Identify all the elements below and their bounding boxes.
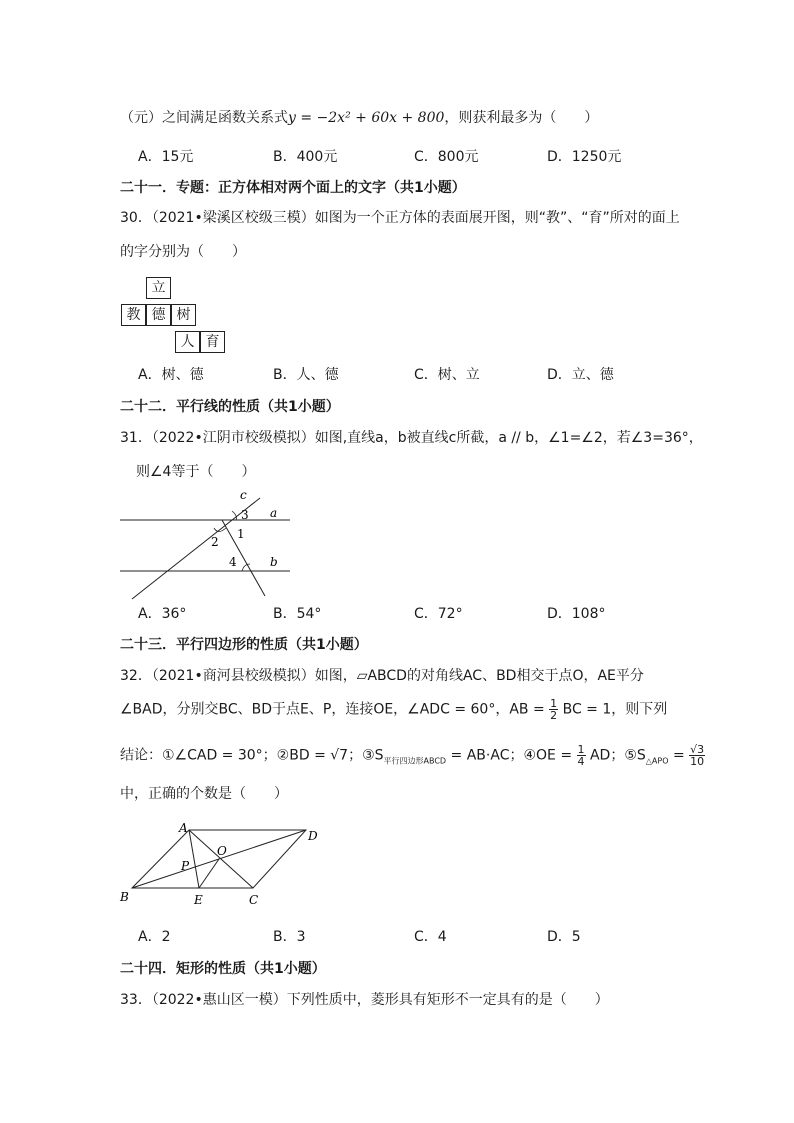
parallelogram-figure [116, 818, 326, 910]
label-2: 2 [211, 535, 219, 549]
net-face-jiao: 教 [121, 304, 146, 326]
q33-stem-line1: 33．（2022•惠山区一模）下列性质中，菱形具有矩形不一定具有的是（ ） [120, 992, 609, 1008]
label-b: b [270, 555, 278, 569]
fraction-quarter-num: 1 [577, 743, 585, 756]
q32-line3-d: = [672, 747, 685, 764]
label-a: a [270, 506, 278, 520]
net-face-de: 德 [146, 304, 171, 326]
section-22-heading: 二十二．平行线的性质（共1小题） [120, 399, 340, 415]
q32-line2-a: ∠BAD，分别交BC、BD于点E、P，连接OE，∠ADC = 60°，AB = [120, 701, 545, 718]
label-C: C [249, 893, 259, 907]
segment-OE [199, 859, 219, 888]
fraction-quarter-den: 4 [577, 755, 585, 768]
q32-line3-c: AD；⑤S [589, 747, 646, 764]
q32-line3-b: = AB·AC；④OE = [450, 747, 573, 764]
q32-stem-line3 [120, 744, 705, 771]
q30-option-a[interactable]: A．树、德 [138, 367, 204, 383]
fraction-sqrt3-den: 10 [690, 755, 705, 768]
q29-option-b[interactable]: B．400元 [273, 149, 338, 165]
q29-text-prefix: （元）之间满足函数关系式 [120, 110, 288, 126]
q32-stem-line4: 中，正确的个数是（ ） [120, 786, 288, 802]
q30-stem-line2: 的字分别为（ ） [120, 244, 246, 260]
label-4: 4 [229, 555, 237, 569]
label-B: B [120, 890, 129, 904]
fraction-sqrt3-num: √3 [690, 743, 705, 756]
fraction-half-den: 2 [550, 709, 558, 722]
q32-option-c[interactable]: C．4 [414, 929, 447, 945]
label-E: E [194, 893, 203, 907]
q31-option-a[interactable]: A．36° [138, 606, 187, 622]
q31-stem-line2: 则∠4等于（ ） [136, 464, 256, 480]
net-face-yu: 育 [200, 331, 225, 353]
label-3: 3 [241, 508, 249, 522]
q29-text-suffix: ，则获利最多为（ ） [444, 110, 599, 126]
label-O: O [217, 844, 227, 858]
q32-option-a[interactable]: A．2 [138, 929, 171, 945]
section-24-heading: 二十四．矩形的性质（共1小题） [120, 961, 326, 977]
q32-stem-line2 [120, 698, 667, 721]
q32-stem-line1: 32．（2021•商河县校级模拟）如图，▱ABCD的对角线AC、BD相交于点O，AE平分 [120, 668, 644, 684]
fraction-sqrt3-over-10 [689, 744, 705, 767]
q30-option-b[interactable]: B．人、德 [273, 367, 339, 383]
q29-option-a[interactable]: A．15元 [138, 149, 194, 165]
label-c: c [240, 488, 247, 502]
label-D: D [308, 829, 318, 843]
fraction-half-num: 1 [550, 697, 558, 710]
q31-option-d[interactable]: D．108° [547, 606, 606, 622]
q32-line3-sub: 平行四边形ABCD [383, 756, 447, 766]
net-face-ren: 人 [175, 331, 200, 353]
q32-option-b[interactable]: B．3 [273, 929, 306, 945]
label-A: A [179, 821, 188, 835]
fraction-half [549, 698, 558, 721]
net-face-li: 立 [146, 277, 171, 299]
q30-stem-line1: 30．（2021•梁溪区校级三模）如图为一个正方体的表面展开图，则“教”、“育”所对的面上 [120, 210, 680, 226]
q29-option-c[interactable]: C．800元 [414, 149, 479, 165]
q29-option-d[interactable]: D．1250元 [547, 149, 622, 165]
label-1: 1 [237, 527, 245, 541]
segment-AE [189, 830, 199, 888]
q30-option-c[interactable]: C．树、立 [414, 367, 480, 383]
q32-line2-b: BC = 1，则下列 [562, 701, 668, 718]
parallel-lines-figure [118, 488, 294, 600]
q32-line3-a: 结论：①∠CAD = 30°；②BD = √7；③S [120, 747, 384, 764]
q32-option-d[interactable]: D．5 [547, 929, 581, 945]
label-P: P [181, 859, 190, 873]
q31-stem-line1: 31．（2022•江阴市校级模拟）如图,直线a，b被直线c所截，a // b，∠1=∠2，若∠3=36°， [120, 430, 703, 446]
q29-formula: y = −2x² + 60x + 800 [288, 110, 445, 126]
section-21-heading: 二十一．专题：正方体相对两个面上的文字（共1小题） [120, 180, 466, 196]
section-23-heading: 二十三．平行四边形的性质（共1小题） [120, 637, 368, 653]
q30-option-d[interactable]: D．立、德 [547, 367, 614, 383]
q31-option-c[interactable]: C．72° [414, 606, 463, 622]
net-face-shu: 树 [171, 304, 196, 326]
fraction-quarter [577, 744, 586, 767]
q29-stem [120, 108, 598, 128]
q32-line3-sub2: △APO [645, 756, 669, 766]
q31-option-b[interactable]: B．54° [273, 606, 322, 622]
diagonal-AC [189, 830, 253, 888]
